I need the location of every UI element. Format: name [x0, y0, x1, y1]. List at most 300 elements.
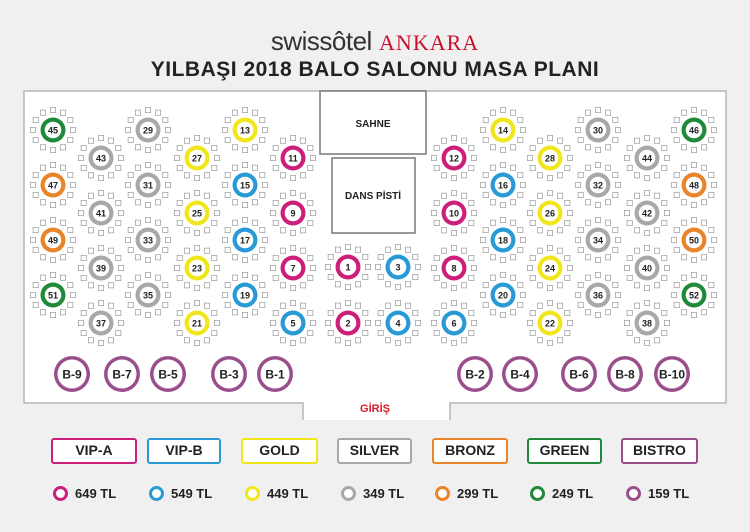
chair-icon — [691, 202, 696, 207]
chair-icon — [40, 110, 45, 115]
chair-icon — [701, 310, 706, 315]
chair-icon — [578, 117, 583, 122]
chair-icon — [33, 137, 38, 142]
chair-icon — [701, 145, 706, 150]
chair-icon — [232, 310, 237, 315]
table-number: 6 — [451, 318, 457, 329]
chair-icon — [88, 303, 93, 308]
chair-icon — [500, 312, 505, 317]
chair-icon — [125, 182, 130, 187]
chair-icon — [654, 303, 659, 308]
chair-icon — [225, 302, 230, 307]
chair-icon — [214, 320, 219, 325]
chair-icon — [260, 192, 265, 197]
bistro-table-B-1[interactable] — [257, 356, 293, 392]
chair-icon — [654, 338, 659, 343]
chair-icon — [537, 283, 542, 288]
green-price-text: 249 TL — [552, 485, 594, 501]
chair-icon — [711, 182, 716, 187]
chair-icon — [98, 340, 103, 345]
table-number: 48 — [688, 180, 700, 191]
chair-icon — [527, 210, 532, 215]
chair-icon — [270, 265, 275, 270]
chair-icon — [98, 190, 103, 195]
chair-icon — [70, 237, 75, 242]
chair-icon — [674, 227, 679, 232]
chair-icon — [88, 338, 93, 343]
chair-icon — [441, 138, 446, 143]
chair-icon — [310, 155, 315, 160]
chair-icon — [518, 137, 523, 142]
chair-icon — [280, 338, 285, 343]
chair-icon — [518, 172, 523, 177]
chair-icon — [547, 300, 552, 305]
chair-icon — [212, 275, 217, 280]
bistro-label: B-2 — [465, 367, 485, 382]
chair-icon — [461, 173, 466, 178]
chair-icon — [510, 255, 515, 260]
chair-icon — [709, 302, 714, 307]
chair-icon — [500, 202, 505, 207]
chair-icon — [627, 310, 632, 315]
chair-icon — [194, 285, 199, 290]
chair-icon — [184, 228, 189, 233]
chair-icon — [232, 145, 237, 150]
table-number: 39 — [95, 263, 107, 274]
chair-icon — [308, 310, 313, 315]
chair-icon — [654, 193, 659, 198]
chair-icon — [483, 117, 488, 122]
chair-icon — [273, 310, 278, 315]
chair-icon — [644, 190, 649, 195]
chair-icon — [530, 330, 535, 335]
chair-icon — [262, 292, 267, 297]
chair-icon — [500, 257, 505, 262]
chair-icon — [451, 245, 456, 250]
table-number: 8 — [451, 263, 457, 274]
bronz-swatch-icon — [435, 486, 450, 501]
chair-icon — [116, 145, 121, 150]
chair-icon — [212, 255, 217, 260]
chair-icon — [70, 127, 75, 132]
chair-icon — [585, 255, 590, 260]
table-number: 20 — [497, 290, 509, 301]
chair-icon — [290, 135, 295, 140]
chair-icon — [644, 285, 649, 290]
chair-icon — [375, 264, 380, 269]
chair-icon — [461, 193, 466, 198]
table-number: 34 — [592, 235, 604, 246]
chair-icon — [273, 330, 278, 335]
legend-bistro-price — [626, 484, 689, 502]
chair-icon — [565, 275, 570, 280]
chair-icon — [232, 165, 237, 170]
chair-icon — [328, 274, 333, 279]
chair-icon — [252, 145, 257, 150]
legend-bistro-box: BISTRO — [621, 438, 698, 464]
chair-icon — [225, 192, 230, 197]
chair-icon — [300, 228, 305, 233]
chair-icon — [118, 320, 123, 325]
table-number: 44 — [641, 153, 653, 164]
chair-icon — [128, 247, 133, 252]
chair-icon — [177, 145, 182, 150]
table-number: 23 — [191, 263, 203, 274]
chair-icon — [60, 255, 65, 260]
chair-icon — [575, 182, 580, 187]
chair-icon — [308, 165, 313, 170]
chair-icon — [270, 320, 275, 325]
silver-swatch-icon — [341, 486, 356, 501]
chair-icon — [585, 200, 590, 205]
chair-icon — [567, 265, 572, 270]
bistro-table-B-10[interactable] — [654, 356, 690, 392]
chair-icon — [355, 338, 360, 343]
chair-icon — [363, 310, 368, 315]
table-number: 31 — [142, 180, 154, 191]
chair-icon — [605, 165, 610, 170]
bistro-label: B-4 — [510, 367, 530, 382]
chair-icon — [70, 292, 75, 297]
chair-icon — [280, 138, 285, 143]
bistro-table-B-9[interactable] — [54, 356, 90, 392]
bistro-label: B-3 — [219, 367, 239, 382]
bistro-label: B-1 — [265, 367, 285, 382]
chair-icon — [163, 282, 168, 287]
chair-icon — [634, 283, 639, 288]
bistro-label: B-7 — [112, 367, 132, 382]
chair-icon — [557, 338, 562, 343]
chair-icon — [290, 175, 295, 180]
chair-icon — [125, 237, 130, 242]
chair-icon — [68, 137, 73, 142]
chair-icon — [674, 192, 679, 197]
chair-icon — [451, 135, 456, 140]
chair-icon — [469, 165, 474, 170]
chair-icon — [585, 310, 590, 315]
chair-icon — [483, 172, 488, 177]
chair-icon — [145, 312, 150, 317]
chair-icon — [613, 247, 618, 252]
chair-icon — [135, 275, 140, 280]
chair-icon — [270, 210, 275, 215]
chair-icon — [701, 200, 706, 205]
chair-icon — [405, 303, 410, 308]
chair-icon — [385, 247, 390, 252]
chair-icon — [547, 135, 552, 140]
chair-icon — [518, 192, 523, 197]
chair-icon — [557, 228, 562, 233]
chair-icon — [98, 230, 103, 235]
chair-icon — [613, 172, 618, 177]
chair-icon — [461, 303, 466, 308]
chair-icon — [212, 330, 217, 335]
chair-icon — [128, 137, 133, 142]
chair-icon — [644, 300, 649, 305]
chair-icon — [194, 230, 199, 235]
chair-icon — [595, 257, 600, 262]
chair-icon — [174, 320, 179, 325]
chair-icon — [174, 210, 179, 215]
chair-icon — [273, 200, 278, 205]
chair-icon — [691, 162, 696, 167]
chair-icon — [711, 237, 716, 242]
chair-icon — [252, 220, 257, 225]
chair-icon — [177, 275, 182, 280]
chair-icon — [378, 330, 383, 335]
chair-icon — [108, 193, 113, 198]
chair-icon — [242, 202, 247, 207]
chair-icon — [177, 200, 182, 205]
table-number: 5 — [290, 318, 296, 329]
chair-icon — [634, 248, 639, 253]
chair-icon — [50, 147, 55, 152]
bistro-price-text: 159 TL — [648, 485, 690, 501]
chair-icon — [627, 200, 632, 205]
chair-icon — [510, 275, 515, 280]
chair-icon — [33, 192, 38, 197]
table-number: 35 — [142, 290, 154, 301]
table-number: 19 — [239, 290, 251, 301]
chair-icon — [441, 338, 446, 343]
chair-icon — [204, 193, 209, 198]
chair-icon — [615, 127, 620, 132]
chair-icon — [537, 193, 542, 198]
chair-icon — [634, 173, 639, 178]
chair-icon — [490, 255, 495, 260]
chair-icon — [88, 173, 93, 178]
chair-icon — [375, 320, 380, 325]
chair-icon — [644, 135, 649, 140]
chair-icon — [88, 228, 93, 233]
chair-icon — [242, 162, 247, 167]
chair-icon — [520, 292, 525, 297]
legend-silver-box: SILVER — [337, 438, 412, 464]
chair-icon — [135, 165, 140, 170]
chair-icon — [204, 338, 209, 343]
table-number: 36 — [592, 290, 604, 301]
table-number: 22 — [544, 318, 556, 329]
chair-icon — [128, 172, 133, 177]
vipa-price-text: 649 TL — [75, 485, 117, 501]
bistro-label: B-8 — [615, 367, 635, 382]
chair-icon — [557, 303, 562, 308]
chair-icon — [518, 117, 523, 122]
chair-icon — [490, 200, 495, 205]
dance-floor-label: DANS PİSTİ — [344, 191, 402, 202]
logo-brand: swissôtel — [270, 26, 372, 56]
chair-icon — [242, 272, 247, 277]
chair-icon — [385, 303, 390, 308]
chair-icon — [709, 192, 714, 197]
chair-icon — [431, 265, 436, 270]
chair-icon — [145, 272, 150, 277]
chair-icon — [530, 275, 535, 280]
chair-icon — [30, 182, 35, 187]
chair-icon — [290, 300, 295, 305]
chair-icon — [434, 310, 439, 315]
chair-icon — [469, 200, 474, 205]
bistro-table-B-6[interactable] — [561, 356, 597, 392]
chair-icon — [177, 310, 182, 315]
chair-icon — [260, 117, 265, 122]
chair-icon — [537, 303, 542, 308]
chair-icon — [174, 155, 179, 160]
chair-icon — [691, 312, 696, 317]
chair-icon — [500, 272, 505, 277]
chair-icon — [345, 340, 350, 345]
chair-icon — [405, 282, 410, 287]
chair-icon — [116, 255, 121, 260]
chair-icon — [557, 283, 562, 288]
chair-icon — [395, 244, 400, 249]
chair-icon — [547, 285, 552, 290]
chair-icon — [242, 147, 247, 152]
chair-icon — [40, 220, 45, 225]
chair-icon — [310, 265, 315, 270]
chair-icon — [664, 320, 669, 325]
chair-icon — [654, 228, 659, 233]
legend-vipb-box: VIP-B — [147, 438, 221, 464]
chair-icon — [654, 283, 659, 288]
table-number: 17 — [239, 235, 251, 246]
chair-icon — [273, 275, 278, 280]
chair-icon — [681, 145, 686, 150]
chair-icon — [60, 200, 65, 205]
bistro-label: B-5 — [158, 367, 178, 382]
chair-icon — [530, 310, 535, 315]
chair-icon — [135, 200, 140, 205]
chair-icon — [212, 145, 217, 150]
chair-icon — [33, 117, 38, 122]
bistro-table-B-4[interactable] — [502, 356, 538, 392]
chair-icon — [671, 127, 676, 132]
gold-price-text: 449 TL — [267, 485, 309, 501]
table-number: 2 — [345, 318, 351, 329]
table-number: 46 — [688, 125, 700, 136]
chair-icon — [605, 310, 610, 315]
chair-icon — [681, 165, 686, 170]
chair-icon — [691, 217, 696, 222]
green-swatch-icon — [530, 486, 545, 501]
chair-icon — [145, 147, 150, 152]
chair-icon — [480, 237, 485, 242]
chair-icon — [128, 117, 133, 122]
chair-icon — [155, 165, 160, 170]
chair-icon — [434, 330, 439, 335]
chair-icon — [116, 220, 121, 225]
chair-icon — [510, 145, 515, 150]
chair-icon — [290, 340, 295, 345]
chair-icon — [78, 320, 83, 325]
chair-icon — [671, 237, 676, 242]
chair-icon — [98, 175, 103, 180]
chair-icon — [225, 137, 230, 142]
chair-icon — [163, 117, 168, 122]
chair-icon — [60, 165, 65, 170]
chair-icon — [510, 310, 515, 315]
chair-icon — [163, 302, 168, 307]
chair-icon — [691, 257, 696, 262]
chair-icon — [177, 330, 182, 335]
chair-icon — [510, 200, 515, 205]
chair-icon — [262, 182, 267, 187]
chair-icon — [222, 127, 227, 132]
chair-icon — [50, 107, 55, 112]
chair-icon — [585, 220, 590, 225]
table-number: 26 — [544, 208, 556, 219]
chair-icon — [335, 247, 340, 252]
chair-icon — [451, 340, 456, 345]
chair-icon — [214, 265, 219, 270]
chair-icon — [290, 245, 295, 250]
chair-icon — [204, 283, 209, 288]
chair-icon — [709, 117, 714, 122]
chair-icon — [615, 237, 620, 242]
chair-icon — [578, 282, 583, 287]
chair-icon — [674, 117, 679, 122]
chair-icon — [184, 338, 189, 343]
chair-icon — [520, 237, 525, 242]
table-number: 18 — [497, 235, 509, 246]
bistro-label: B-6 — [569, 367, 589, 382]
bistro-table-B-7[interactable] — [104, 356, 140, 392]
chair-icon — [518, 282, 523, 287]
chair-icon — [40, 275, 45, 280]
chair-icon — [128, 192, 133, 197]
chair-icon — [674, 172, 679, 177]
chair-icon — [108, 248, 113, 253]
bistro-table-B-5[interactable] — [150, 356, 186, 392]
chair-icon — [627, 165, 632, 170]
table-number: 9 — [290, 208, 296, 219]
chair-icon — [413, 254, 418, 259]
chair-icon — [624, 155, 629, 160]
chair-icon — [461, 248, 466, 253]
chair-icon — [537, 138, 542, 143]
chair-icon — [232, 255, 237, 260]
bistro-table-B-2[interactable] — [457, 356, 493, 392]
chair-icon — [662, 275, 667, 280]
chair-icon — [33, 172, 38, 177]
chair-icon — [335, 282, 340, 287]
chair-icon — [415, 320, 420, 325]
chair-icon — [578, 227, 583, 232]
table-number: 32 — [592, 180, 604, 191]
chair-icon — [40, 310, 45, 315]
chair-icon — [530, 255, 535, 260]
table-number: 30 — [592, 125, 604, 136]
bistro-table-B-8[interactable] — [607, 356, 643, 392]
chair-icon — [68, 247, 73, 252]
chair-icon — [116, 330, 121, 335]
chair-icon — [595, 202, 600, 207]
chair-icon — [469, 310, 474, 315]
chair-icon — [615, 182, 620, 187]
chair-icon — [242, 312, 247, 317]
chair-icon — [365, 320, 370, 325]
chair-icon — [98, 135, 103, 140]
chair-icon — [701, 255, 706, 260]
chair-icon — [664, 210, 669, 215]
chair-icon — [662, 220, 667, 225]
bistro-table-B-3[interactable] — [211, 356, 247, 392]
chair-icon — [118, 155, 123, 160]
bistro-label: B-9 — [62, 367, 82, 382]
chair-icon — [627, 275, 632, 280]
chair-icon — [260, 227, 265, 232]
chair-icon — [232, 220, 237, 225]
